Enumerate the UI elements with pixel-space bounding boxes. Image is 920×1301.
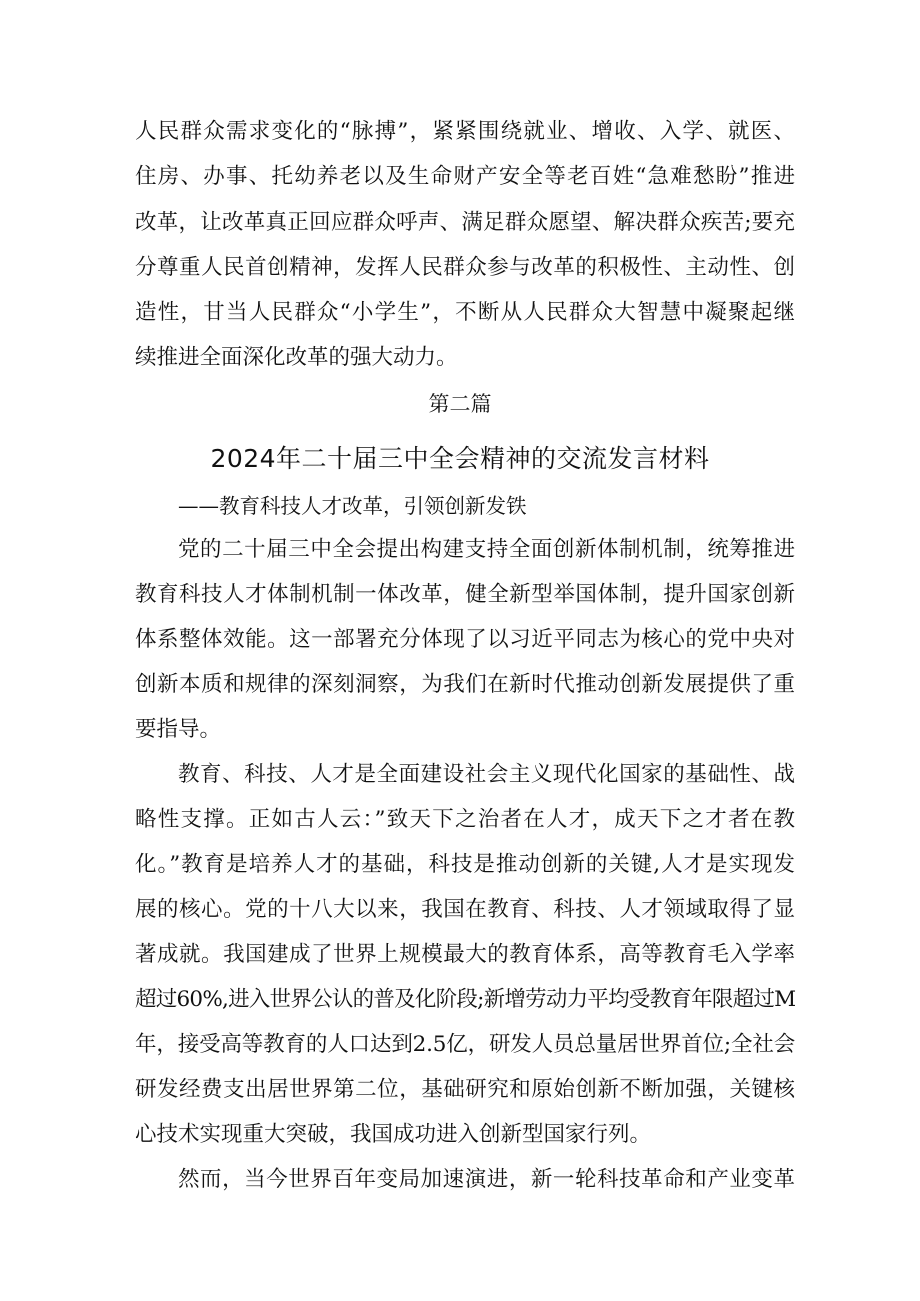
document-title: 2024年二十届三中全会精神的交流发言材料: [210, 444, 710, 473]
body-text-line: 然而，当今世界百年变局加速演进，新一轮科技革命和产业变革: [178, 1167, 795, 1192]
body-text-line: 化。”教育是培养人才的基础，科技是推动创新的关键,人才是实现发: [135, 852, 795, 877]
body-text-line: 超过60%,进入世界公认的普及化阶段;新增劳动力平均受教育年限超过M: [135, 987, 796, 1012]
document-subtitle: ——教育科技人才改革，引领创新发铁: [178, 494, 527, 518]
body-text-line: 教育、科技、人才是全面建设社会主义现代化国家的基础性、战: [178, 762, 795, 787]
body-text-line: 分尊重人民首创精神，发挥人民群众参与改革的积极性、主动性、创: [135, 255, 795, 280]
body-text-line: 体系整体效能。这一部署充分体现了以习近平同志为核心的党中央对: [135, 627, 795, 652]
body-text-line: 研发经费支出居世界第二位，基础研究和原始创新不断加强，关键核: [135, 1077, 795, 1102]
body-text-line: 心技术实现重大突破，我国成功进入创新型国家行列。: [135, 1122, 652, 1147]
body-text-line: 续推进全面深化改革的强大动力。: [135, 345, 458, 370]
body-text-line: 著成就。我国建成了世界上规模最大的教育体系，高等教育毛入学率: [135, 942, 795, 967]
body-text-line: 改革，让改革真正回应群众呼声、满足群众愿望、解决群众疾苦;要充: [135, 210, 795, 235]
body-text-line: 教育科技人才体制机制一体改革，健全新型举国体制，提升国家创新: [135, 582, 795, 607]
body-text-line: 造性，甘当人民群众“小学生”，不断从人民群众大智慧中凝聚起继: [135, 300, 795, 325]
body-text-line: 年，接受高等教育的人口达到2.5亿，研发人员总量居世界首位;全社会: [135, 1032, 795, 1057]
section-label: 第二篇: [428, 392, 492, 416]
body-text-line: 创新本质和规律的深刻洞察，为我们在新时代推动创新发展提供了重: [135, 672, 795, 697]
body-text-line: 住房、办事、托幼养老以及生命财产安全等老百姓“急难愁盼”推进: [135, 164, 795, 189]
body-text-line: 展的核心。党的十八大以来，我国在教育、科技、人才领域取得了显: [135, 897, 795, 922]
body-text-line: 略性支撑。正如古人云：”致天下之治者在人才，成天下之才者在教: [135, 807, 795, 832]
body-text-line: 党的二十届三中全会提出构建支持全面创新体制机制，统筹推进: [178, 537, 795, 562]
body-text-line: 要指导。: [135, 717, 222, 742]
body-text-line: 人民群众需求变化的“脉搏”，紧紧围绕就业、增收、入学、就医、: [135, 119, 795, 144]
